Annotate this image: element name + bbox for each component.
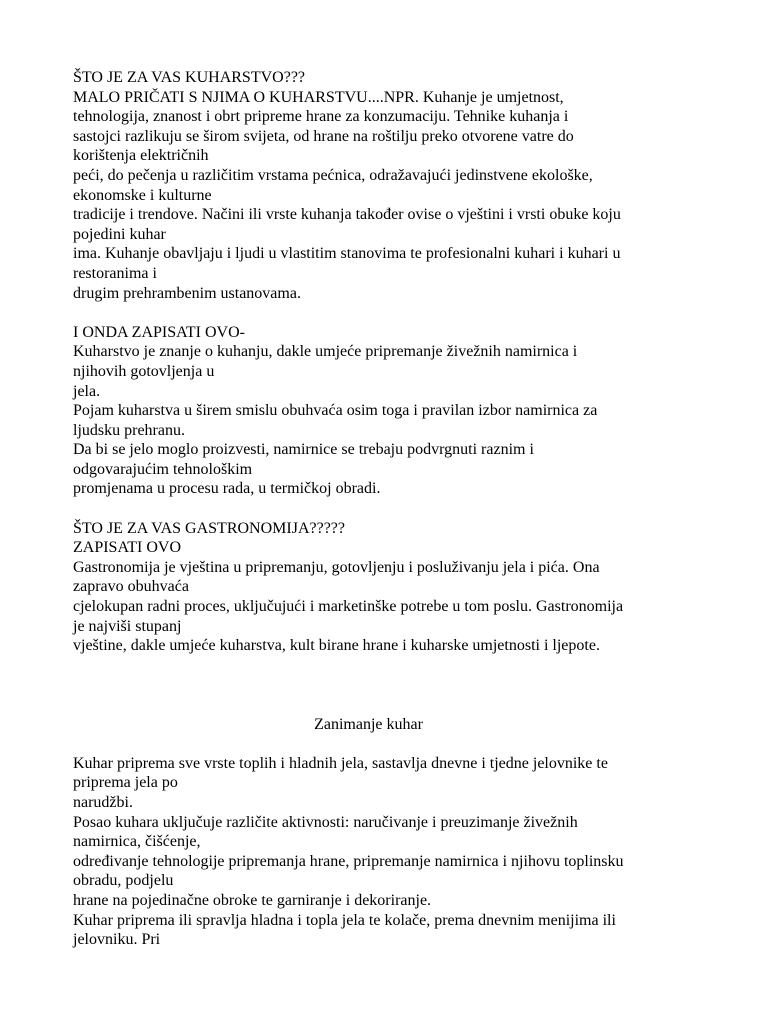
paragraph-spacer [73,695,728,715]
text-line: namirnica, čišćenje, [73,833,201,851]
text-line: MALO PRIČATI S NJIMA O KUHARSTVU....NPR. Kuhanje je umjetnost, [73,88,564,106]
text-line: ŠTO JE ZA VAS GASTRONOMIJA????? [73,519,345,537]
paragraph-spacer [73,675,728,695]
text-line: određivanje tehnologije pripremanja hrane, pripremanje namirnica i njihovu toplinsku [73,852,624,870]
text-line: je najviši stupanj [73,617,182,635]
text-line: sastojci razlikuju se širom svijeta, od hrane na roštilju preko otvorene vatre do [73,127,574,145]
text-line: drugim prehrambenim ustanovama. [73,284,301,302]
text-line: ZAPISATI OVO [73,539,181,557]
section-heading: Zanimanje kuhar [314,715,423,733]
text-line: tradicije i trendove. Načini ili vrste kuhanja također ovise o vještini i vrsti obuke koju [73,206,621,224]
text-line: Kuharstvo je znanje o kuhanju, dakle umjeće pripremanje živežnih namirnica i [73,343,578,361]
text-line: Kuhar priprema ili spravlja hladna i topla jela te kolače, prema dnevnim menijima ili [73,911,616,929]
text-line: korištenja električnih [73,147,209,165]
text-line: Posao kuhara uključuje različite aktivnosti: naručivanje i preuzimanje živežnih [73,813,578,831]
text-line: obradu, podjelu [73,872,174,890]
section-kuharstvo [73,68,728,303]
text-line: hrane na pojedinačne obroke te garniranje i dekoriranje. [73,891,432,909]
paragraph-spacer [73,303,728,323]
section-gastronomija [73,519,728,656]
text-line: ŠTO JE ZA VAS KUHARSTVO??? [73,69,306,86]
text-line: odgovarajućim tehnološkim [73,460,253,478]
text-line: cjelokupan radni proces, uključujući i marketinške potrebe u tom poslu. Gastronomija [73,598,624,616]
paragraph-spacer [73,499,728,519]
text-line: jela. [73,382,101,400]
text-line: priprema jela po [73,774,178,792]
text-line: njihovih gotovljenja u [73,362,215,380]
text-line: Gastronomija je vještina u pripremanju, gotovljenju i posluživanju jela i pića. Ona [73,558,600,576]
text-line: narudžbi. [73,793,133,811]
text-line: promjenama u procesu rada, u termičkoj obradi. [73,480,381,498]
text-line: ima. Kuhanje obavljaju i ljudi u vlastitim stanovima te profesionalni kuhari i kuhari u [73,245,621,263]
text-line: peći, do pečenja u različitim vrstama pećnica, odražavajući jedinstvene ekološke, [73,166,593,184]
text-line: pojedini kuhar [73,225,166,243]
text-line: Pojam kuharstva u širem smislu obuhvaća osim toga i pravilan izbor namirnica za [73,402,598,420]
text-line: I ONDA ZAPISATI OVO- [73,323,245,341]
text-line: ekonomske i kulturne [73,186,212,204]
text-line: tehnologija, znanost i obrt pripreme hrane za konzumaciju. Tehnike kuhanja i [73,108,569,126]
text-line: Da bi se jelo moglo proizvesti, namirnice se trebaju podvrgnuti raznim i [73,441,534,459]
paragraph-spacer [73,734,728,754]
text-line: ljudsku prehranu. [73,421,185,439]
paragraph-spacer [73,656,728,676]
section-definicija-kuharstva [73,323,728,499]
section-zanimanje-kuhar [73,754,728,950]
text-line: zapravo obuhvaća [73,578,189,596]
text-line: jelovniku. Pri [73,931,161,949]
text-line: restoranima i [73,264,157,282]
text-line: Kuhar priprema sve vrste toplih i hladnih jela, sastavlja dnevne i tjedne jelovnike te [73,754,608,772]
text-line: vještine, dakle umjeće kuharstva, kult birane hrane i kuharske umjetnosti i ljepote. [73,637,600,655]
